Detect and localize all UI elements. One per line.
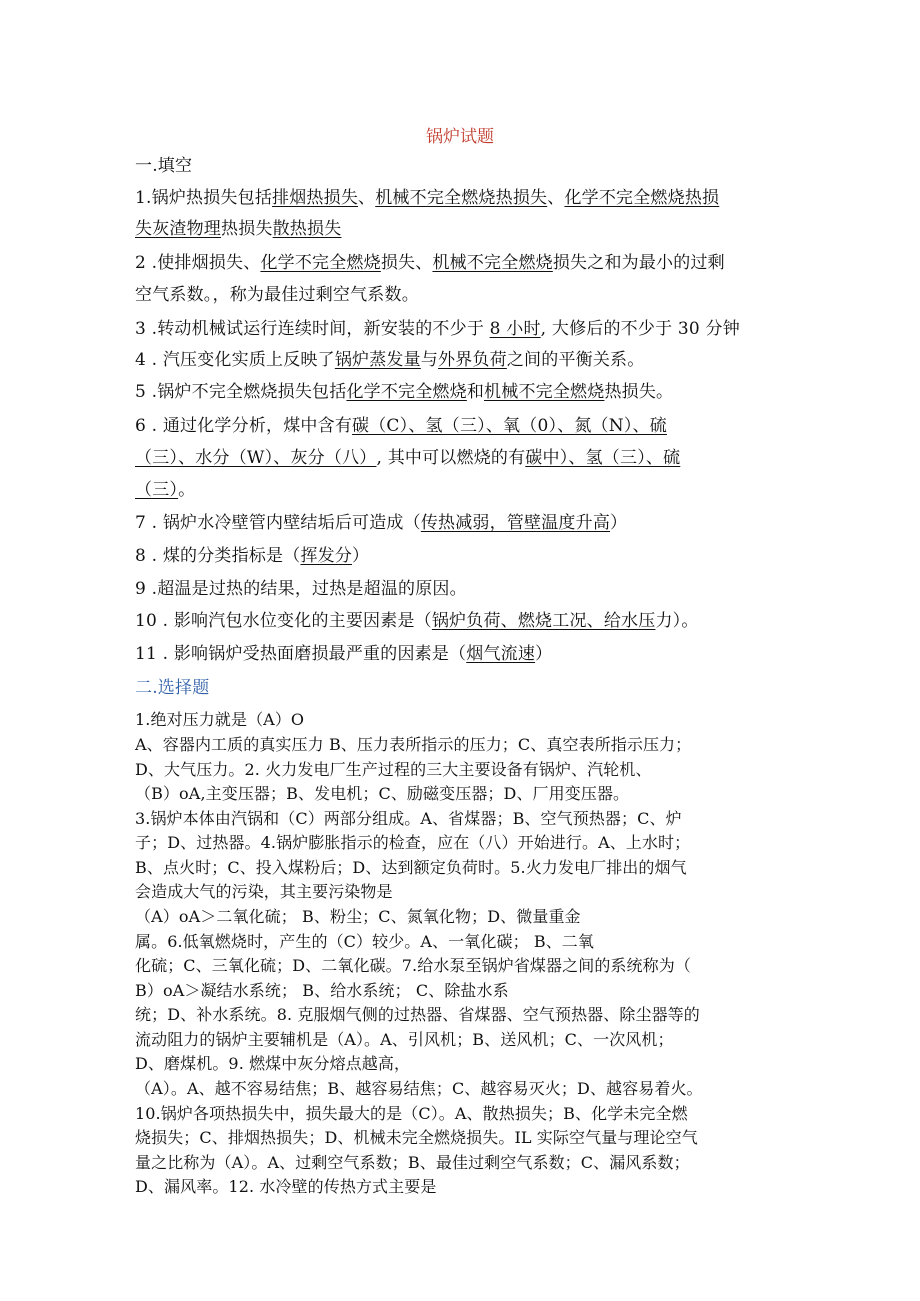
question-2-line-2: 空气系数。，称为最佳过剩空气系数。 bbox=[135, 285, 419, 305]
choice-line: （B）oA,主变压器；B、发电机；C、励磁变压器；D、厂用变压器。 bbox=[135, 784, 630, 803]
choice-line: 属。6.低氧燃烧时，产生的（C）较少。A、一氧化碳； B、二氧 bbox=[135, 932, 595, 951]
question-7: 7 . 锅炉水冷壁管内壁结垢后可造成（传热减弱，管壁温度升高） bbox=[135, 513, 628, 533]
choice-line: 流动阻力的锅炉主要辅机是（A）。A、引风机；B、送风机；C、一次风机； bbox=[135, 1030, 674, 1049]
choice-line: A、容器内工质的真实压力 B、压力表所指示的压力；C、真空表所指示压力； bbox=[135, 735, 692, 754]
choice-line: 子；D、过热器。4.锅炉膨胀指示的检查，应在（八）开始进行。A、上水时； bbox=[135, 833, 691, 852]
choice-line: 10.锅炉各项热损失中，损失最大的是（C）。A、散热损失；B、化学未完全燃 bbox=[135, 1104, 688, 1123]
question-8: 8 . 煤的分类指标是（挥发分） bbox=[135, 546, 370, 566]
choice-line: 量之比称为（A）。A、过剩空气系数；B、最佳过剩空气系数；C、漏风系数； bbox=[135, 1153, 690, 1172]
question-11: 11 . 影响锅炉受热面磨损最严重的因素是（烟气流速） bbox=[135, 644, 553, 664]
question-10: 10 . 影响汽包水位变化的主要因素是（锅炉负荷、燃烧工况、给水压力）。 bbox=[135, 611, 699, 631]
question-6-line-1: 6 . 通过化学分析，煤中含有碳（C）、氢（三）、氧（0）、氮（N）、硫 bbox=[135, 416, 667, 436]
choice-line: 3.锅炉本体由汽锅和（C）两部分组成。A、省煤器；B、空气预热器；C、炉 bbox=[135, 809, 682, 828]
choice-line: D、大气压力。2. 火力发电厂生产过程的三大主要设备有锅炉、汽轮机、 bbox=[135, 760, 652, 779]
question-6-line-3: （三）。 bbox=[135, 480, 196, 500]
question-1-line-2: 失灰渣物理热损失散热损失 bbox=[135, 219, 342, 239]
document-title: 锅炉试题 bbox=[426, 127, 494, 147]
section-choice-heading: 二.选择题 bbox=[135, 678, 210, 698]
choice-line: （A）。A、越不容易结焦；B、越容易结焦；C、越容易灭火；D、越容易着火。 bbox=[135, 1079, 703, 1098]
question-4: 4 . 汽压变化实质上反映了锅炉蒸发量与外界负荷之间的平衡关系。 bbox=[135, 350, 645, 370]
question-2-line-1: 2 .使排烟损失、化学不完全燃烧损失、机械不完全燃烧损失之和为最小的过剩 bbox=[135, 253, 725, 273]
question-9: 9 .超温是过热的结果，过热是超温的原因。 bbox=[135, 579, 467, 599]
choice-line: D、磨煤机。9. 燃煤中灰分熔点越高， bbox=[135, 1054, 411, 1073]
choice-line: 1.绝对压力就是（A）O bbox=[135, 710, 305, 729]
choice-line: B）oA＞凝结水系统； B、给水系统； C、除盐水系 bbox=[135, 981, 509, 1000]
choice-line: 化硫；C、三氧化硫；D、二氧化碳。7.给水泵至锅炉省煤器之间的系统称为（ bbox=[135, 956, 691, 975]
choice-line: 烧损失；C、排烟热损失；D、机械未完全燃烧损失。IL 实际空气量与理论空气 bbox=[135, 1128, 698, 1147]
question-3: 3 .转动机械试运行连续时间，新安装的不少于 8 小时, 大修后的不少于 30 分钟 bbox=[135, 319, 740, 339]
choice-line: D、漏风率。12. 水冷壁的传热方式主要是 bbox=[135, 1177, 437, 1196]
choice-line: B、点火时；C、投入煤粉后；D、达到额定负荷时。5.火力发电厂排出的烟气 bbox=[135, 858, 687, 877]
question-6-line-2: （三）、水分（W）、灰分（八）, 其中可以燃烧的有碳中）、氢（三）、硫 bbox=[135, 448, 681, 468]
choice-line: 会造成大气的污染，其主要污染物是 bbox=[135, 882, 393, 901]
choice-line: （A）oA＞二氧化硫； B、粉尘；C、氮氧化物；D、微量重金 bbox=[135, 907, 581, 926]
question-5: 5 .锅炉不完全燃烧损失包括化学不完全燃烧和机械不完全燃烧热损失。 bbox=[135, 382, 674, 402]
choice-line: 统；D、补水系统。8. 克服烟气侧的过热器、省煤器、空气预热器、除尘器等的 bbox=[135, 1005, 700, 1024]
question-1-line-1: 1.锅炉热损失包括排烟热损失、机械不完全燃烧热损失、化学不完全燃烧热损 bbox=[135, 188, 720, 208]
section-fill-heading: 一.填空 bbox=[135, 156, 193, 176]
